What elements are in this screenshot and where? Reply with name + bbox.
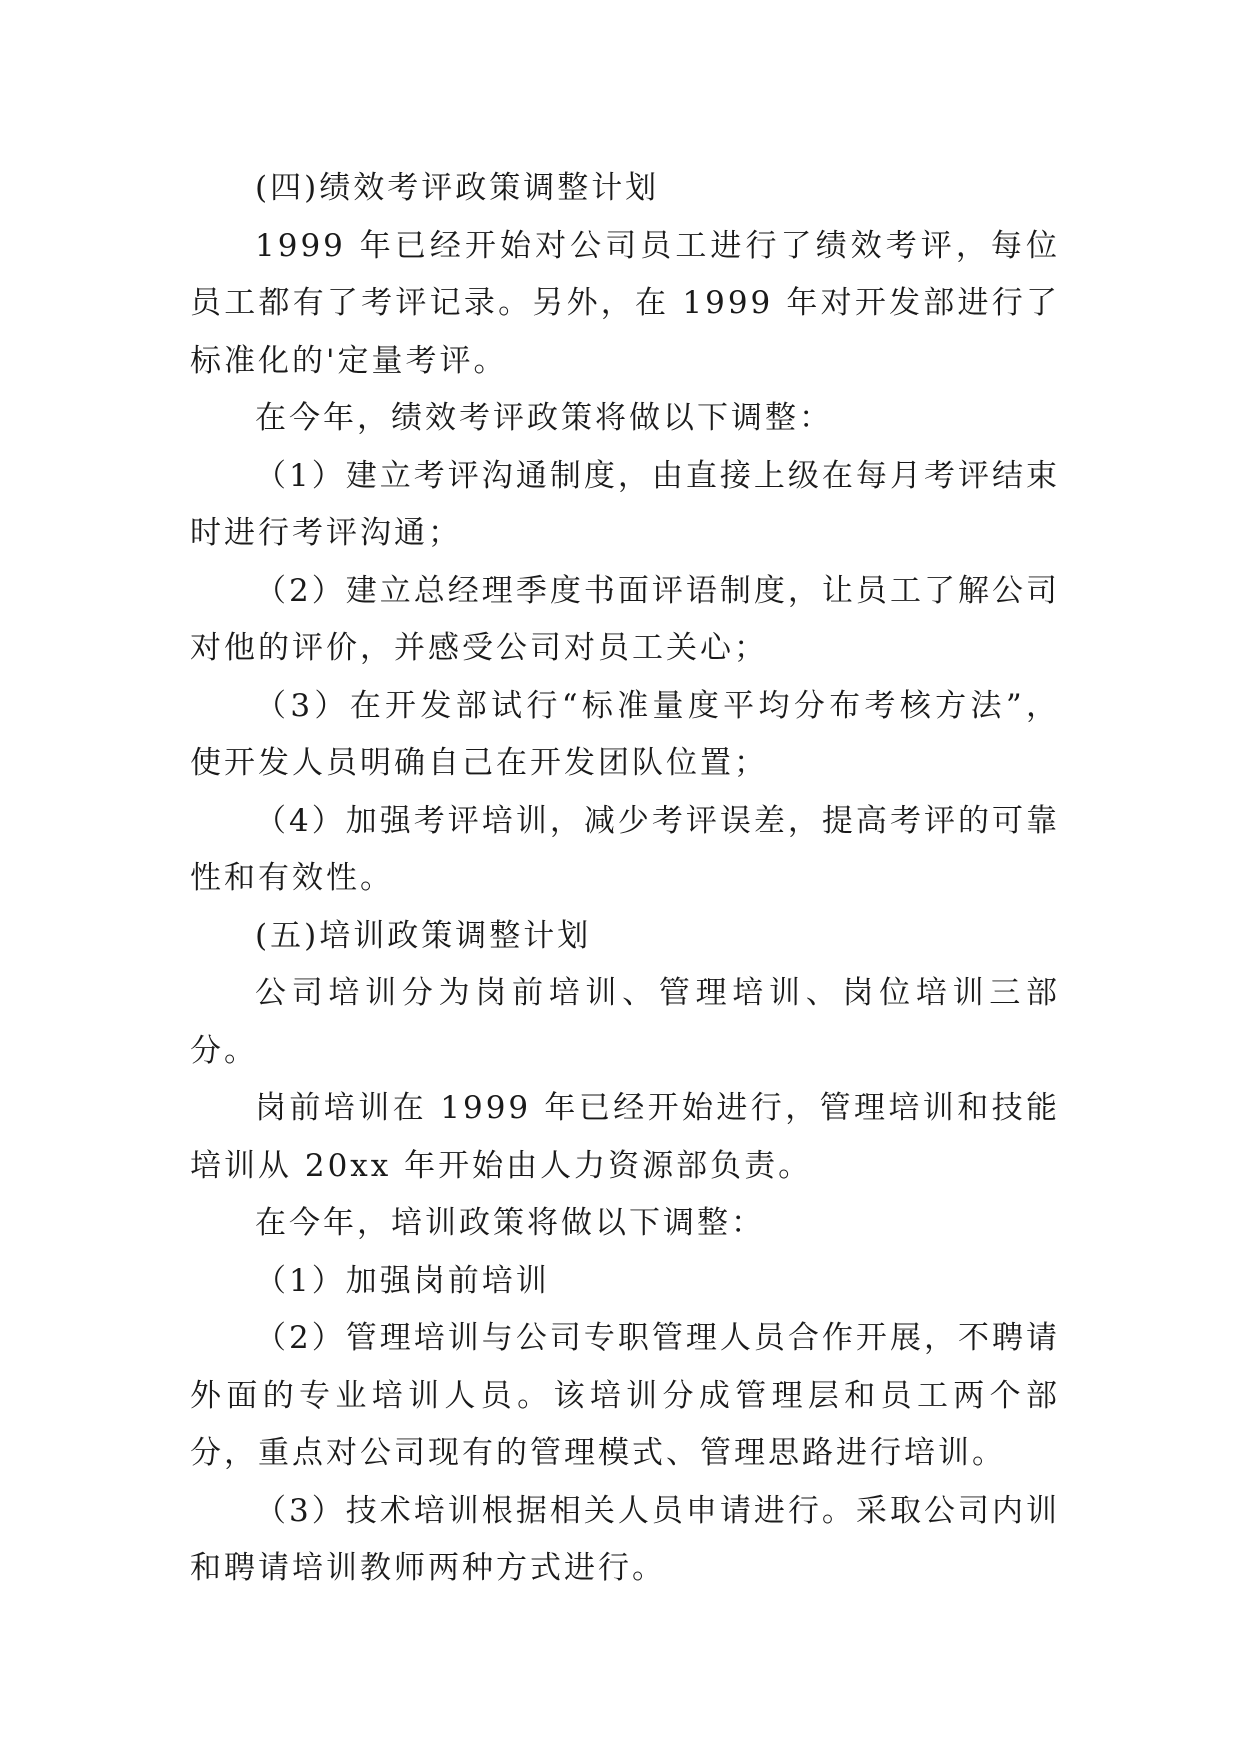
list-item: （1）加强岗前培训 bbox=[255, 1262, 550, 1299]
document-body bbox=[190, 160, 1060, 1598]
paragraph: 在今年，绩效考评政策将做以下调整： bbox=[255, 400, 833, 436]
paragraph: 1999 年已经开始对公司员工进行了绩效考评，每位员工都有了考评记录。另外，在 1999 年对开发部进行了标准化的'定量考评。 bbox=[190, 227, 1060, 379]
list-item: （2）建立总经理季度书面评语制度，让员工了解公司对他的评价，并感受公司对员工关心； bbox=[190, 572, 1060, 666]
list-item: （4）加强考评培训，减少考评误差，提高考评的可靠性和有效性。 bbox=[190, 802, 1060, 896]
paragraph: 公司培训分为岗前培训、管理培训、岗位培训三部分。 bbox=[190, 975, 1060, 1069]
paragraph: 在今年，培训政策将做以下调整： bbox=[255, 1205, 765, 1241]
list-item: （3）技术培训根据相关人员申请进行。采取公司内训和聘请培训教师两种方式进行。 bbox=[190, 1492, 1060, 1586]
section-heading-training: (五)培训政策调整计划 bbox=[255, 917, 592, 954]
section-heading-performance: (四)绩效考评政策调整计划 bbox=[255, 170, 660, 206]
list-item: （1）建立考评沟通制度，由直接上级在每月考评结束时进行考评沟通； bbox=[190, 457, 1060, 551]
paragraph: 岗前培训在 1999 年已经开始进行，管理培训和技能培训从 20xx 年开始由人力资源部负责。 bbox=[190, 1090, 1060, 1184]
list-item: （2）管理培训与公司专职管理人员合作开展，不聘请外面的专业培训人员。该培训分成管理层和员工两个部分，重点对公司现有的管理模式、管理思路进行培训。 bbox=[190, 1320, 1060, 1471]
list-item: （3）在开发部试行“标准量度平均分布考核方法”，使开发人员明确自己在开发团队位置； bbox=[190, 687, 1060, 781]
